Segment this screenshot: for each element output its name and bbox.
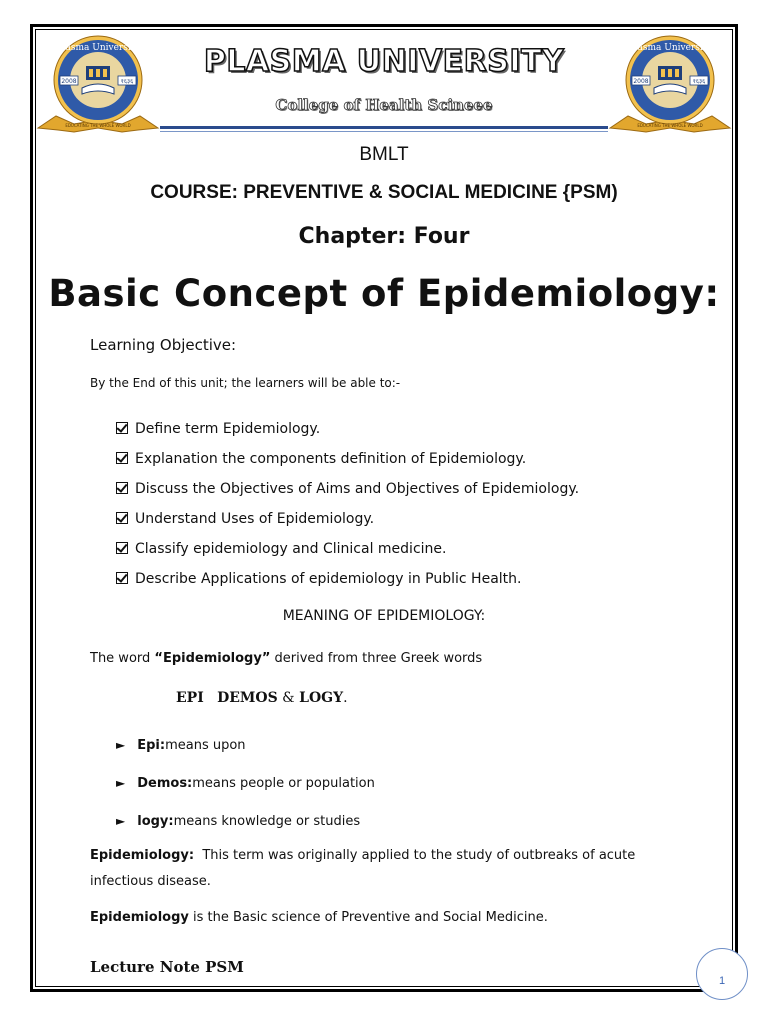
meaning-heading: MEANING OF EPIDEMIOLOGY: <box>282 608 486 624</box>
list-item <box>116 444 579 474</box>
checkbox-checked-icon <box>116 452 128 464</box>
objective-text: Describe Applications of epidemiology in Public Health. <box>135 571 522 587</box>
logo-right-badge-right: १६३६ <box>692 78 706 85</box>
meaning-desc: means upon <box>165 737 246 753</box>
list-item <box>116 414 579 444</box>
definition-text: This term was originally applied to the study of outbreaks of acute infectious disease. <box>90 848 640 889</box>
greek-word-epi: EPI <box>176 690 204 706</box>
checkbox-checked-icon <box>116 542 128 554</box>
objective-text: Classify epidemiology and Clinical medicine. <box>135 541 447 557</box>
word-origin-line <box>90 651 482 666</box>
list-item <box>116 564 579 594</box>
meaning-term: Demos: <box>137 775 193 791</box>
meaning-desc: means knowledge or studies <box>173 813 361 829</box>
course-title: COURSE: PREVENTIVE & SOCIAL MEDICINE {PSM) <box>150 182 618 203</box>
word-line-term: “Epidemiology” <box>154 651 271 666</box>
logo-left-ribbon-text: EDUCATING THE WHOLE WORLD <box>65 123 131 128</box>
objective-text: Define term Epidemiology. <box>135 421 321 437</box>
program-name: BMLT <box>359 144 409 165</box>
greek-period: . <box>343 690 348 706</box>
objective-text: Explanation the components definition of Epidemiology. <box>135 451 527 467</box>
logo-right-ribbon-text: EDUCATING THE WHOLE WORLD <box>637 123 703 128</box>
list-item <box>116 504 579 534</box>
greek-words-line <box>176 690 348 706</box>
checkbox-checked-icon <box>116 422 128 434</box>
word-line-after: derived from three Greek words <box>270 651 483 666</box>
word-line-before: The word <box>90 651 155 666</box>
page-title: Basic Concept of Epidemiology: <box>48 272 720 315</box>
chapter-title: Chapter: Four <box>298 224 470 249</box>
list-item <box>116 474 579 504</box>
college-name: College of Health Scineee <box>275 96 493 114</box>
logo-right-badge-left: 2008 <box>633 78 649 85</box>
objective-text: Discuss the Objectives of Aims and Objectives of Epidemiology. <box>135 481 580 497</box>
triangle-bullet-icon: ► <box>116 738 126 752</box>
logo-right-top-text: Plasma University <box>628 43 712 53</box>
basic-science-paragraph <box>90 910 548 925</box>
checkbox-checked-icon <box>116 482 128 494</box>
greek-word-logy: LOGY <box>299 690 344 706</box>
triangle-bullet-icon: ► <box>116 776 126 790</box>
list-item <box>116 802 375 840</box>
university-name: PLASMA UNIVERSITY <box>203 44 565 79</box>
definition-term: Epidemiology: <box>90 848 195 863</box>
meaning-term: Epi: <box>137 737 166 753</box>
objective-text: Understand Uses of Epidemiology. <box>135 511 375 527</box>
logo-left-top-text: Plasma University <box>56 43 140 53</box>
list-item <box>116 764 375 802</box>
meanings-list <box>116 726 375 840</box>
learning-objective-heading: Learning Objective: <box>90 336 237 354</box>
lecture-note-footer: Lecture Note PSM <box>90 958 244 976</box>
basic-science-text: is the Basic science of Preventive and Social Medicine. <box>188 910 548 925</box>
basic-science-term: Epidemiology <box>90 910 189 925</box>
definition-paragraph <box>90 843 690 895</box>
list-item <box>116 726 375 764</box>
page-number: 1 <box>696 948 748 1000</box>
checkbox-checked-icon <box>116 572 128 584</box>
header-divider <box>160 126 608 129</box>
meaning-desc: means people or population <box>192 775 375 791</box>
triangle-bullet-icon: ► <box>116 814 126 828</box>
greek-word-demos: DEMOS <box>217 690 278 706</box>
checkbox-checked-icon <box>116 512 128 524</box>
meaning-term: logy: <box>137 813 174 829</box>
objectives-list <box>116 414 579 594</box>
greek-ampersand: & <box>277 690 300 706</box>
logo-left-badge-right: १६३६ <box>120 78 134 85</box>
learning-intro: By the End of this unit; the learners will be able to:- <box>90 376 401 390</box>
logo-left-badge-left: 2008 <box>61 78 77 85</box>
header-divider-thin <box>160 131 608 132</box>
list-item <box>116 534 579 564</box>
